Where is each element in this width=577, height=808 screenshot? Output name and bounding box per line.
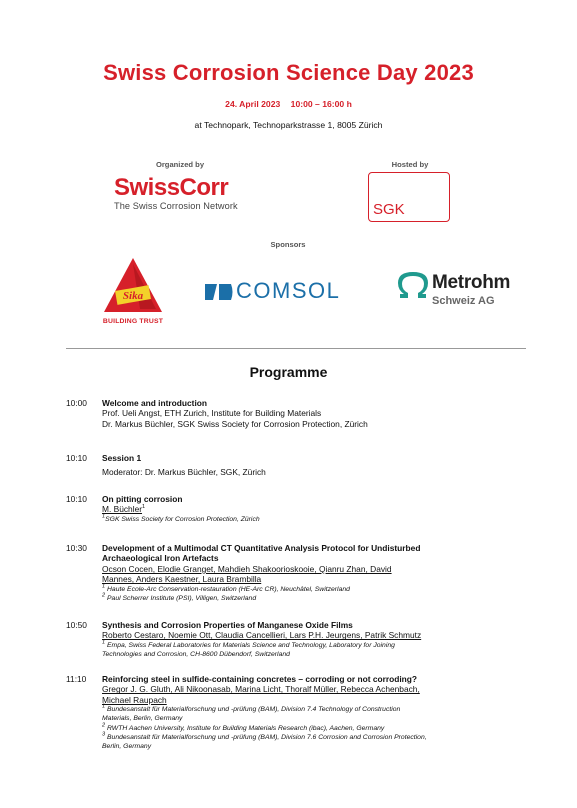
swisscorr-logo: [114, 176, 252, 216]
item-authors: Ocson Cocen, Elodie Granget, Mahdieh Shakoorioskooie, Qianru Zhan, David: [102, 563, 392, 574]
item-body: Reinforcing steel in sulfide-containing concretes – corroding or not corroding? Gregor J. G. Gluth, Ali Nikoonasab, Marina Licht, Thoralf Müller, Rebecca Achenbach, Michael Raupach $^1$ Bundesanstalt für Materialforschung und -prüfung (BAM), Division 7.4 Technology of Construction Materials, Berlin, Germany $^2$ RWTH Aachen University, Institute for Building Materials Research (ibac), Aachen, Germany $^3$ Bundesanstalt für Materialforschung und -prüfung (BAM), Division 7.6 Corrosion and Corrosion Protection, Berlin, Germany: [102, 674, 528, 751]
item-time: 10:50: [66, 620, 87, 630]
item-affiliation: Materials, Berlin, Germany: [102, 715, 183, 723]
item-authors: Roberto Cestaro, Noemie Ott, Claudia Cancellieri, Lars P.H. Jeurgens, Patrik Schmutz: [102, 630, 422, 641]
item-affiliation: Berlin, Germany: [102, 743, 152, 751]
item-title: Session 1: [102, 453, 142, 463]
sika-triangle-icon: [100, 254, 166, 316]
comsol-mark-icon: [203, 280, 235, 304]
metrohm-wordmark: Metrohm: [432, 272, 511, 293]
swisscorr-tagline: The Swiss Corrosion Network: [114, 201, 238, 211]
item-body: [102, 398, 528, 429]
item-time: 10:00: [66, 398, 87, 408]
item-body: Synthesis and Corrosion Properties of Manganese Oxide Films Roberto Cestaro, Noemie Ott, Claudia Cancellieri, Lars P.H. Jeurgens, Patrik Schmutz $^1$ Empa, Swiss Federal Laboratories for Materials Science and Technology, Laboratory for Joining Technologies and Corrosion, CH-8600 Dübendorf, Switzerland: [102, 620, 528, 659]
event-date: 24. April 2023: [225, 99, 281, 109]
organized-by-label: Organized by: [155, 160, 205, 169]
item-authors: Michael Raupach: [102, 694, 167, 705]
date-time-line: [0, 99, 577, 109]
item-affiliation: Bundesanstalt für Materialforschung und -prüfung (BAM), Division 7.6 Corrosion and Corrosion Protection,: [107, 733, 427, 741]
item-title: Synthesis and Corrosion Properties of Manganese Oxide Films: [102, 620, 353, 630]
item-affiliation: Haute Ecole-Arc Conservation-restauration (HE-Arc CR), Neuchâtel, Switzerland: [107, 585, 350, 593]
item-authors: M. Büchler: [102, 504, 143, 515]
item-affiliation: Empa, Swiss Federal Laboratories for Materials Science and Technology, Laboratory for Joining: [107, 641, 395, 649]
item-affiliation: Paul Scherrer Institute (PSI), Villigen, Switzerland: [107, 594, 257, 602]
item-affiliation: Technologies and Corrosion, CH-8600 Dübendorf, Switzerland: [102, 651, 290, 659]
item-title: Welcome and introduction: [102, 398, 208, 408]
metrohm-logo: [396, 270, 512, 310]
sgk-wordmark: SGK: [373, 201, 405, 218]
item-time: 10:10: [66, 453, 87, 463]
item-affiliation: Bundesanstalt für Materialforschung und -prüfung (BAM), Division 7.4 Technology of Construction: [107, 706, 401, 714]
hosted-by-label: Hosted by: [391, 160, 429, 169]
sgk-logo: [368, 172, 450, 222]
page-title: Swiss Corrosion Science Day 2023: [103, 60, 474, 85]
item-time: 10:30: [66, 543, 87, 553]
comsol-logo: [203, 278, 378, 304]
sika-tagline: BUILDING TRUST: [102, 318, 164, 325]
item-title: Development of a Multimodal CT Quantitative Analysis Protocol for Undisturbed: [102, 543, 421, 553]
swisscorr-wordmark: SwissCorr: [114, 174, 229, 201]
item-affiliation: SGK Swiss Society for Corrosion Protection, Zürich: [105, 515, 260, 523]
item-title: On pitting corrosion: [102, 494, 183, 504]
programme-heading: Programme: [249, 364, 328, 380]
item-time: 10:10: [66, 494, 87, 504]
event-venue: at Technopark, Technoparkstrasse 1, 8005 Zürich: [194, 120, 383, 130]
item-moderator: Moderator: Dr. Markus Büchler, SGK, Zürich: [102, 467, 266, 478]
item-authors: Gregor J. G. Gluth, Ali Nikoonasab, Marina Licht, Thoralf Müller, Rebecca Achenbach,: [102, 684, 420, 695]
section-divider: [66, 348, 526, 349]
comsol-wordmark: COMSOL: [236, 278, 341, 303]
svg-text:Sika: Sika: [122, 290, 144, 302]
item-body: [102, 453, 528, 478]
item-body: On pitting corrosion M. Büchler$^1$ $^1$SGK Swiss Society for Corrosion Protection, Zürich: [102, 494, 528, 524]
item-affiliation: RWTH Aachen University, Institute for Building Materials Research (ibac), Aachen, Germany: [107, 724, 385, 732]
item-authors: Mannes, Anders Kaestner, Laura Brambilla: [102, 574, 262, 585]
item-body: Development of a Multimodal CT Quantitative Analysis Protocol for Undisturbed Archaeological Iron Artefacts Ocson Cocen, Elodie Granget, Mahdieh Shakoorioskooie, Qianru Zhan, David Mannes, Anders Kaestner, Laura Brambilla $^1$ Haute Ecole-Arc Conservation-restauration (HE-Arc CR), Neuchâtel, Switzerland $^2$ Paul Scherrer Institute (PSI), Villigen, Switzerland: [102, 543, 528, 603]
event-time: 10:00 – 16:00 h: [290, 99, 352, 109]
item-line: Prof. Ueli Angst, ETH Zurich, Institute for Building Materials: [102, 408, 322, 419]
metrohm-omega-icon: [396, 272, 430, 300]
metrohm-subtitle: Schweiz AG: [432, 295, 495, 307]
item-line: Dr. Markus Büchler, SGK Swiss Society for Corrosion Protection, Zürich: [102, 418, 368, 429]
item-title: Reinforcing steel in sulfide-containing concretes – corroding or not corroding?: [102, 674, 418, 684]
item-title: Archaeological Iron Artefacts: [102, 553, 219, 564]
item-time: 11:10: [66, 674, 87, 684]
sponsors-label: Sponsors: [270, 240, 306, 249]
sika-logo: [100, 254, 166, 328]
